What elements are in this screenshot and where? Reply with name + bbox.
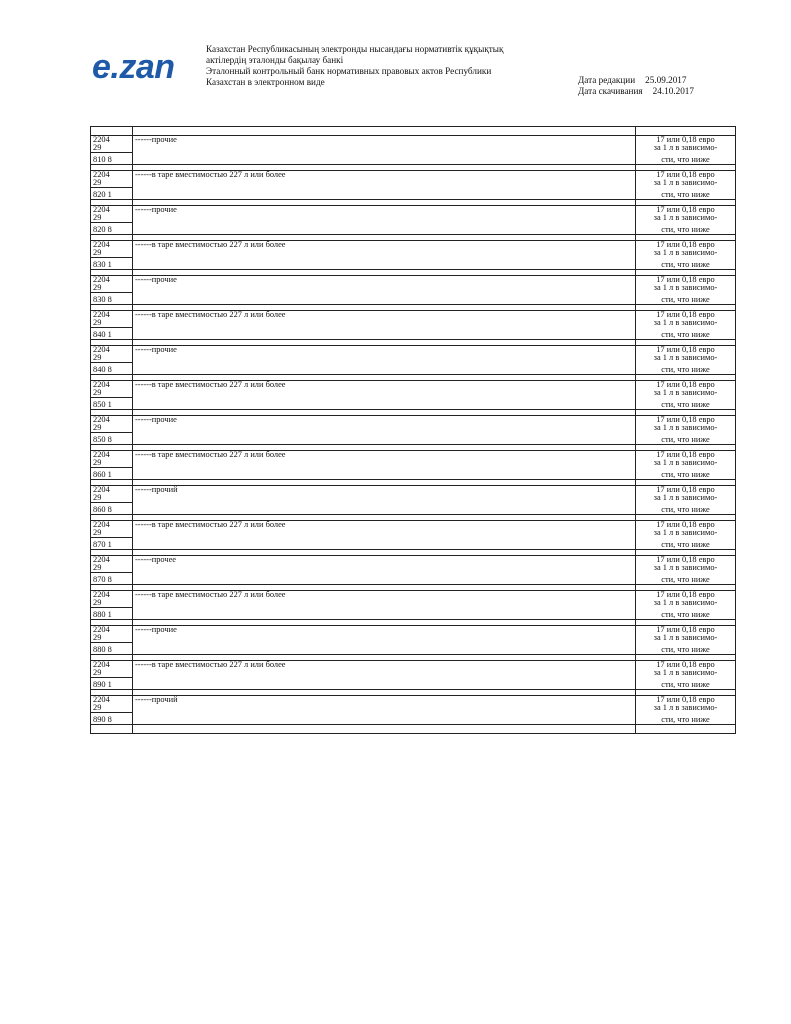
description-cell: ------в таре вместимостью 227 л или более	[133, 241, 636, 250]
code-cell: 2204	[91, 626, 133, 635]
duty-cell: за 1 л в зависимо-	[636, 564, 736, 573]
table-row	[91, 459, 736, 468]
code-cell: 850 1	[91, 398, 133, 410]
duty-cell: 17 или 0,18 евро	[636, 416, 736, 425]
code-cell: 29	[91, 389, 133, 398]
description-cell	[133, 188, 636, 200]
code-cell: 2204	[91, 241, 133, 250]
duty-cell: 17 или 0,18 евро	[636, 591, 736, 600]
code-cell: 2204	[91, 451, 133, 460]
duty-cell: за 1 л в зависимо-	[636, 424, 736, 433]
code-cell: 860 1	[91, 468, 133, 480]
table-row	[91, 451, 736, 460]
duty-cell: за 1 л в зависимо-	[636, 319, 736, 328]
description-cell	[133, 433, 636, 445]
description-cell: ------прочий	[133, 486, 636, 495]
table-row	[91, 599, 736, 608]
code-cell: 2204	[91, 136, 133, 145]
table-row	[91, 486, 736, 495]
download-date-row	[578, 86, 694, 97]
description-cell	[133, 424, 636, 433]
description-cell	[133, 529, 636, 538]
duty-cell: за 1 л в зависимо-	[636, 669, 736, 678]
description-cell: ------в таре вместимостью 227 л или более	[133, 171, 636, 180]
code-cell: 880 1	[91, 608, 133, 620]
description-cell	[133, 503, 636, 515]
duty-cell: за 1 л в зависимо-	[636, 284, 736, 293]
duty-cell: 17 или 0,18 евро	[636, 241, 736, 250]
duty-cell: сти, что ниже	[636, 573, 736, 585]
spacer-cell	[636, 725, 736, 734]
description-cell	[133, 634, 636, 643]
description-cell	[133, 538, 636, 550]
description-cell: ------прочий	[133, 696, 636, 705]
description-cell	[133, 389, 636, 398]
table-row	[91, 669, 736, 678]
table-row	[91, 564, 736, 573]
table-row	[91, 424, 736, 433]
description-cell	[133, 468, 636, 480]
code-cell: 2204	[91, 591, 133, 600]
code-cell: 820 8	[91, 223, 133, 235]
duty-cell: сти, что ниже	[636, 293, 736, 305]
code-cell: 2204	[91, 311, 133, 320]
table-row	[91, 328, 736, 340]
description-cell: ------в таре вместимостью 227 л или более	[133, 521, 636, 530]
description-cell	[133, 249, 636, 258]
code-cell: 2204	[91, 556, 133, 565]
code-cell: 840 8	[91, 363, 133, 375]
download-date-value: 24.10.2017	[652, 86, 694, 96]
spacer-cell	[91, 725, 133, 734]
header-line: Казахстан в электронном виде	[206, 77, 325, 87]
description-cell	[133, 643, 636, 655]
ezan-logo: e.zan	[92, 48, 175, 86]
code-cell: 2204	[91, 486, 133, 495]
code-cell: 860 8	[91, 503, 133, 515]
description-cell	[133, 354, 636, 363]
code-cell: 2204	[91, 416, 133, 425]
duty-cell: сти, что ниже	[636, 678, 736, 690]
duty-cell: сти, что ниже	[636, 363, 736, 375]
duty-cell: за 1 л в зависимо-	[636, 599, 736, 608]
code-cell: 830 1	[91, 258, 133, 270]
duty-cell: сти, что ниже	[636, 188, 736, 200]
table-row	[91, 416, 736, 425]
table-row	[91, 494, 736, 503]
edit-date-value: 25.09.2017	[645, 75, 687, 85]
description-cell	[133, 599, 636, 608]
code-cell: 29	[91, 284, 133, 293]
duty-cell: сти, что ниже	[636, 608, 736, 620]
code-cell: 29	[91, 249, 133, 258]
duty-cell: 17 или 0,18 евро	[636, 311, 736, 320]
table-row	[91, 573, 736, 585]
duty-cell: за 1 л в зависимо-	[636, 704, 736, 713]
table-row	[91, 696, 736, 705]
code-cell: 29	[91, 144, 133, 153]
code-cell: 890 1	[91, 678, 133, 690]
code-cell: 29	[91, 529, 133, 538]
table-row	[91, 433, 736, 445]
code-cell: 890 8	[91, 713, 133, 725]
code-cell: 850 8	[91, 433, 133, 445]
code-cell: 29	[91, 564, 133, 573]
table-row	[91, 398, 736, 410]
header-title-block	[206, 44, 503, 88]
table-row	[91, 556, 736, 565]
code-cell: 2204	[91, 276, 133, 285]
table-row	[91, 153, 736, 165]
duty-cell: сти, что ниже	[636, 468, 736, 480]
code-cell: 2204	[91, 171, 133, 180]
duty-cell: сти, что ниже	[636, 713, 736, 725]
table-row	[91, 704, 736, 713]
duty-cell: 17 или 0,18 евро	[636, 171, 736, 180]
code-cell: 870 8	[91, 573, 133, 585]
code-cell: 2204	[91, 381, 133, 390]
duty-cell: 17 или 0,18 евро	[636, 696, 736, 705]
header-dates	[578, 75, 694, 97]
description-cell: ------в таре вместимостью 227 л или более	[133, 591, 636, 600]
table-row	[91, 276, 736, 285]
duty-cell: сти, что ниже	[636, 433, 736, 445]
description-cell	[133, 179, 636, 188]
description-cell: ------прочие	[133, 136, 636, 145]
code-cell: 810 8	[91, 153, 133, 165]
description-cell	[133, 144, 636, 153]
duty-cell: за 1 л в зависимо-	[636, 214, 736, 223]
duty-cell: за 1 л в зависимо-	[636, 389, 736, 398]
table-row	[91, 284, 736, 293]
table-row	[91, 206, 736, 215]
download-date-label: Дата скачивания	[578, 86, 643, 96]
edit-date-row	[578, 75, 694, 86]
duty-cell: 17 или 0,18 евро	[636, 276, 736, 285]
table-row	[91, 468, 736, 480]
duty-cell: сти, что ниже	[636, 223, 736, 235]
table-row	[91, 258, 736, 270]
duty-cell: за 1 л в зависимо-	[636, 529, 736, 538]
description-cell	[133, 678, 636, 690]
duty-cell: 17 или 0,18 евро	[636, 626, 736, 635]
description-cell: ------в таре вместимостью 227 л или более	[133, 451, 636, 460]
duty-cell: за 1 л в зависимо-	[636, 459, 736, 468]
header-line: Эталонный контрольный банк нормативных правовых актов Республики	[206, 66, 492, 76]
duty-cell: 17 или 0,18 евро	[636, 136, 736, 145]
table-row	[91, 608, 736, 620]
description-cell	[133, 363, 636, 375]
duty-cell: сти, что ниже	[636, 503, 736, 515]
table-row	[91, 311, 736, 320]
table-row	[91, 381, 736, 390]
table-row	[91, 346, 736, 355]
header-line: актілердің эталонды бақылау банкі	[206, 55, 344, 65]
duty-cell: сти, что ниже	[636, 328, 736, 340]
description-cell	[133, 713, 636, 725]
description-cell	[133, 398, 636, 410]
code-cell: 29	[91, 319, 133, 328]
code-cell: 29	[91, 704, 133, 713]
duty-cell: за 1 л в зависимо-	[636, 494, 736, 503]
table-spacer	[91, 725, 736, 734]
spacer-cell	[133, 725, 636, 734]
table-spacer	[91, 127, 736, 136]
code-cell: 2204	[91, 696, 133, 705]
duty-cell: за 1 л в зависимо-	[636, 144, 736, 153]
code-cell: 29	[91, 354, 133, 363]
code-cell: 880 8	[91, 643, 133, 655]
code-cell: 870 1	[91, 538, 133, 550]
code-cell: 820 1	[91, 188, 133, 200]
duty-cell: 17 или 0,18 евро	[636, 661, 736, 670]
table-row	[91, 634, 736, 643]
duty-cell: сти, что ниже	[636, 153, 736, 165]
duty-cell: 17 или 0,18 евро	[636, 381, 736, 390]
duty-cell: сти, что ниже	[636, 398, 736, 410]
table-row	[91, 223, 736, 235]
description-cell	[133, 669, 636, 678]
description-cell	[133, 153, 636, 165]
description-cell: ------прочие	[133, 206, 636, 215]
description-cell: ------в таре вместимостью 227 л или более	[133, 311, 636, 320]
code-cell: 29	[91, 494, 133, 503]
table-row	[91, 144, 736, 153]
table-row	[91, 214, 736, 223]
duty-cell: 17 или 0,18 евро	[636, 206, 736, 215]
description-cell	[133, 459, 636, 468]
duty-cell: за 1 л в зависимо-	[636, 179, 736, 188]
code-cell: 2204	[91, 661, 133, 670]
description-cell	[133, 704, 636, 713]
table-row	[91, 249, 736, 258]
description-cell	[133, 494, 636, 503]
table-row	[91, 241, 736, 250]
code-cell: 29	[91, 424, 133, 433]
duty-cell: сти, что ниже	[636, 538, 736, 550]
duty-cell: сти, что ниже	[636, 643, 736, 655]
description-cell	[133, 284, 636, 293]
description-cell: ------прочие	[133, 626, 636, 635]
code-cell: 29	[91, 634, 133, 643]
duty-cell: за 1 л в зависимо-	[636, 634, 736, 643]
table-row	[91, 643, 736, 655]
code-cell: 2204	[91, 206, 133, 215]
description-cell	[133, 564, 636, 573]
duty-cell: 17 или 0,18 евро	[636, 451, 736, 460]
description-cell	[133, 573, 636, 585]
table-row	[91, 521, 736, 530]
table-row	[91, 293, 736, 305]
description-cell	[133, 223, 636, 235]
duty-cell: 17 или 0,18 евро	[636, 486, 736, 495]
duty-cell: за 1 л в зависимо-	[636, 249, 736, 258]
table-row	[91, 363, 736, 375]
table-row	[91, 171, 736, 180]
description-cell: ------прочие	[133, 346, 636, 355]
table-row	[91, 136, 736, 145]
table-row	[91, 529, 736, 538]
table-row	[91, 713, 736, 725]
table-row	[91, 319, 736, 328]
table-row	[91, 591, 736, 600]
table-row	[91, 626, 736, 635]
table-row	[91, 538, 736, 550]
code-cell: 840 1	[91, 328, 133, 340]
table-row	[91, 354, 736, 363]
tariff-table	[90, 126, 736, 734]
table-row	[91, 503, 736, 515]
description-cell: ------в таре вместимостью 227 л или более	[133, 661, 636, 670]
header-line: Казахстан Республикасының электронды нысандағы нормативтік құқықтық	[206, 44, 504, 54]
code-cell: 2204	[91, 521, 133, 530]
code-cell: 29	[91, 179, 133, 188]
description-cell: ------в таре вместимостью 227 л или более	[133, 381, 636, 390]
table-row	[91, 179, 736, 188]
description-cell	[133, 319, 636, 328]
code-cell: 29	[91, 599, 133, 608]
table-row	[91, 389, 736, 398]
edit-date-label: Дата редакции	[578, 75, 636, 85]
duty-cell: сти, что ниже	[636, 258, 736, 270]
table-row	[91, 661, 736, 670]
duty-cell: за 1 л в зависимо-	[636, 354, 736, 363]
description-cell	[133, 293, 636, 305]
description-cell	[133, 214, 636, 223]
code-cell: 29	[91, 459, 133, 468]
code-cell: 29	[91, 214, 133, 223]
table-row	[91, 188, 736, 200]
table-row	[91, 678, 736, 690]
description-cell	[133, 328, 636, 340]
description-cell: ------прочие	[133, 276, 636, 285]
code-cell: 29	[91, 669, 133, 678]
duty-cell: 17 или 0,18 евро	[636, 521, 736, 530]
code-cell: 830 8	[91, 293, 133, 305]
duty-cell: 17 или 0,18 евро	[636, 346, 736, 355]
description-cell: ------прочие	[133, 416, 636, 425]
description-cell	[133, 608, 636, 620]
description-cell	[133, 258, 636, 270]
duty-cell: 17 или 0,18 евро	[636, 556, 736, 565]
code-cell: 2204	[91, 346, 133, 355]
description-cell: ------прочее	[133, 556, 636, 565]
